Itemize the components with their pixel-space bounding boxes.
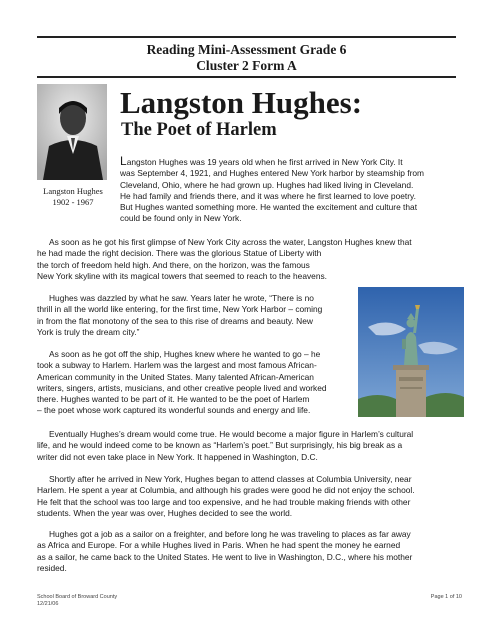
paragraph-line: He felt that the school was too large and too expensive, and he had trouble making friends with other [37,496,411,507]
paragraph-line: Shortly after he arrived in New York, Hughes began to attend classes at Columbia University, near [49,474,412,484]
intro-paragraph [120,156,480,225]
intro-line: He had family and friends there, and it was where he first learned to love poetry. [120,190,416,201]
paragraph-line: as a sailor, he came back to the United States. He went to live in Washington, D.C., where his mother [37,551,413,562]
paragraph-1 [37,237,412,282]
intro-line: could be found only in New York. [120,213,242,224]
header-line-2: Cluster 2 Form A [196,58,297,73]
footer-left [37,594,117,608]
intro-line: angston Hughes was 19 years old when he first arrived in New York City. It [126,157,403,167]
paragraph-2 [37,293,322,338]
footer-org: School Board of Broward County [37,594,118,600]
intro-line: was September 4, 1921, and Hughes entered New York harbor by steamship from [120,168,424,179]
intro-line: But Hughes wanted something more. He wanted the excitement and culture that [120,202,418,213]
paragraph-line: Harlem. He spent a year at Columbia, and although his grades were good he did not enjoy the school. [37,485,415,496]
assessment-header [37,36,456,78]
paragraph-line: there. Hughes wanted to be part of it. He wanted to be the poet of Harlem [37,394,310,405]
paragraph-line: in from the flat monotony of the sea to this rise of dreams and beauty. New [37,315,313,326]
paragraph-line: Hughes got a job as a sailor on a freighter, and before long he was traveling to places as far away [49,529,411,539]
portrait-svg [37,84,107,180]
paragraph-line: took a subway to Harlem. Harlem was the largest and most famous African- [37,360,317,371]
paragraph-line: As soon as he got his first glimpse of New York City across the water, Langston Hughes knew that [49,237,412,247]
paragraph-line: York is truly the dream city.” [37,326,140,337]
paragraph-line: New York skyline with its magical towers that seemed to reach to the heavens. [37,270,328,281]
intro-dropcap: L [120,154,127,168]
portrait-caption-name: Langston Hughes [43,186,103,196]
paragraph-line: thrill in all the world like entering, for the first time, New York Harbor – coming [37,304,323,315]
paragraph-line: life, and he would indeed come to be known as “Harlem’s poet.” But surprisingly, his big break as a [37,440,403,451]
paragraph-line: as Africa and Europe. For a while Hughes lived in Paris. When he had spent the money he earned [37,540,401,551]
langston-hughes-portrait-image [37,84,107,180]
paragraph-line: Hughes was dazzled by what he saw. Years later he wrote, “There is no [49,293,314,303]
portrait-caption [30,186,116,208]
paragraph-4 [37,429,413,463]
footer-page-number: Page 1 of 10 [430,594,462,600]
paragraph-line: writers, singers, artists, musicians, and other creative people lived and worked [37,382,327,393]
paragraph-6 [37,529,412,574]
portrait-caption-years: 1902 - 1967 [52,197,94,207]
paragraph-line: – the poet whose work captured its wonderful sounds and energy and life. [37,405,311,416]
statue-svg [358,287,464,417]
statue-of-liberty-image [358,287,464,417]
header-line-1: Reading Mini-Assessment Grade 6 [146,42,347,57]
paragraph-line: Eventually Hughes’s dream would come true. He would become a major figure in Harlem’s cultural [49,429,414,439]
article-subtitle: The Poet of Harlem [121,120,277,140]
intro-line: Cleveland, Ohio, where he had grown up. Hughes had liked living in Cleveland. [120,179,414,190]
paragraph-5 [37,474,415,519]
article-title: Langston Hughes: [120,85,363,120]
paragraph-line: As soon as he got off the ship, Hughes knew where he wanted to go – he [49,349,321,359]
paragraph-line: American community in the United States. Many talented African-American [37,371,314,382]
footer-date: 12/21/06 [37,601,59,607]
paragraph-line: writer did not even take place in New York. It happened in Washington, D.C. [37,451,318,462]
paragraph-line: he had made the right decision. There was the glorious Statue of Liberty with [37,248,322,259]
paragraph-line: resided. [37,562,67,573]
paragraph-3 [37,349,327,417]
paragraph-line: the torch of freedom held high. And there, on the horizon, was the famous [37,259,310,270]
paragraph-line: students. When the year was over, Hughes decided to see the world. [37,507,293,518]
